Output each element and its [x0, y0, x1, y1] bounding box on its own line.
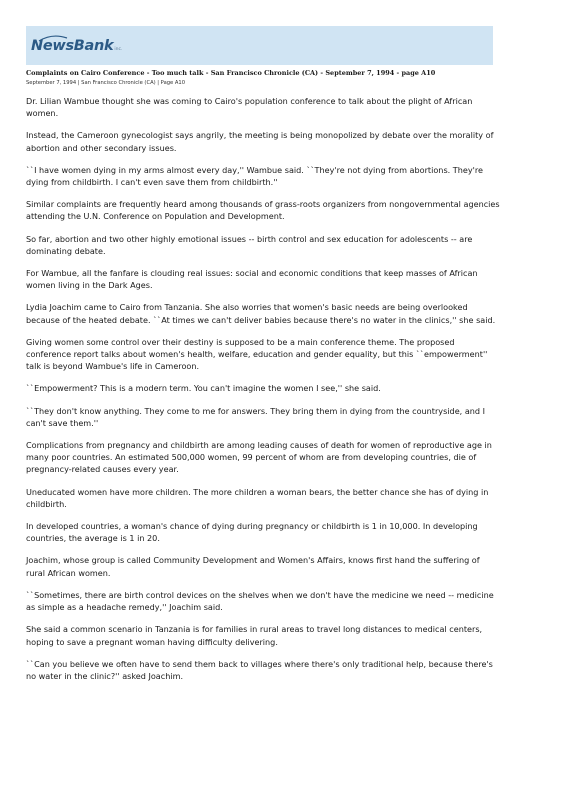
- article-paragraph: She said a common scenario in Tanzania is for families in rural areas to travel long distances to medical centers, hoping to save a pregnant woman having difficulty delivering.: [26, 624, 483, 647]
- article-paragraph: For Wambue, all the fanfare is clouding real issues: social and economic conditions that keep masses of African women living in the Dark Ages.: [26, 268, 478, 291]
- article-paragraph: ``I have women dying in my arms almost every day,'' Wambue said. ``They're not dying from abortions. They're dying from childbirth. I can't even save them from childbirth.'': [26, 164, 483, 188]
- article-paragraph: Joachim, whose group is called Community Development and Women's Affairs, knows first hand the suffering of rural African women.: [26, 555, 480, 578]
- article-paragraph: ``Empowerment? This is a modern term. You can't imagine the women I see,'' she said.: [26, 383, 381, 394]
- article-paragraph: Complications from pregnancy and childbirth are among leading causes of death for women of reproductive age in many poor countries. An estimated 500,000 women, 99 percent of whom are from developing countries, die of pregnancy-related causes every year.: [26, 440, 492, 475]
- newsbank-logo[interactable]: [31, 38, 122, 58]
- logo-sub-text: inc.: [114, 47, 123, 52]
- article-paragraph: So far, abortion and two other highly emotional issues -- birth control and sex education for adolescents -- are dominating debate.: [26, 233, 473, 256]
- article-meta: September 7, 1994 | San Francisco Chronicle (CA) | Page A10: [26, 80, 186, 86]
- header-banner: [26, 26, 493, 65]
- article-paragraph: Lydia Joachim came to Cairo from Tanzania. She also worries that women's basic needs are being overlooked because of the heated debate. ``At times we can't deliver babies because there's no water in the clinics,'' she said.: [26, 302, 496, 325]
- article-paragraph: Similar complaints are frequently heard among thousands of grass-roots organizers from nongovernmental agencies attending the U.N. Conference on Population and Development.: [26, 199, 500, 222]
- article-paragraph: ``Sometimes, there are birth control devices on the shelves when we don't have the medicine we need -- medicine as simple as a headache remedy,'' Joachim said.: [26, 589, 494, 613]
- logo-text: NewsBank: [31, 38, 114, 54]
- article-paragraph: Dr. Lilian Wambue thought she was coming to Cairo's population conference to talk about the plight of African women.: [26, 96, 473, 119]
- article-body: [26, 95, 500, 692]
- article-paragraph: Giving women some control over their destiny is supposed to be a main conference theme. The proposed conference report talks about women's health, welfare, education and gender equality, but this ``empowerment'' talk is beyond Wambue's life in Cameroon.: [26, 336, 488, 372]
- article-paragraph: ``They don't know anything. They come to me for answers. They bring them in dying from the countryside, and I can't save them.'': [26, 405, 486, 428]
- article-paragraph: Uneducated women have more children. The more children a woman bears, the better chance she has of dying in childbirth.: [26, 486, 489, 509]
- article-paragraph: Instead, the Cameroon gynecologist says angrily, the meeting is being monopolized by debate over the morality of abortion and other secondary issues.: [26, 130, 494, 153]
- article-paragraph: ``Can you believe we often have to send them back to villages where there's only traditional help, because there's no water in the clinic?'' asked Joachim.: [26, 658, 493, 681]
- article-paragraph: In developed countries, a woman's chance of dying during pregnancy or childbirth is 1 in 10,000. In developing countries, the average is 1 in 20.: [26, 521, 478, 544]
- article-headline: Complaints on Cairo Conference - Too much talk - San Francisco Chronicle (CA) - September 7, 1994 - page A10: [26, 69, 436, 77]
